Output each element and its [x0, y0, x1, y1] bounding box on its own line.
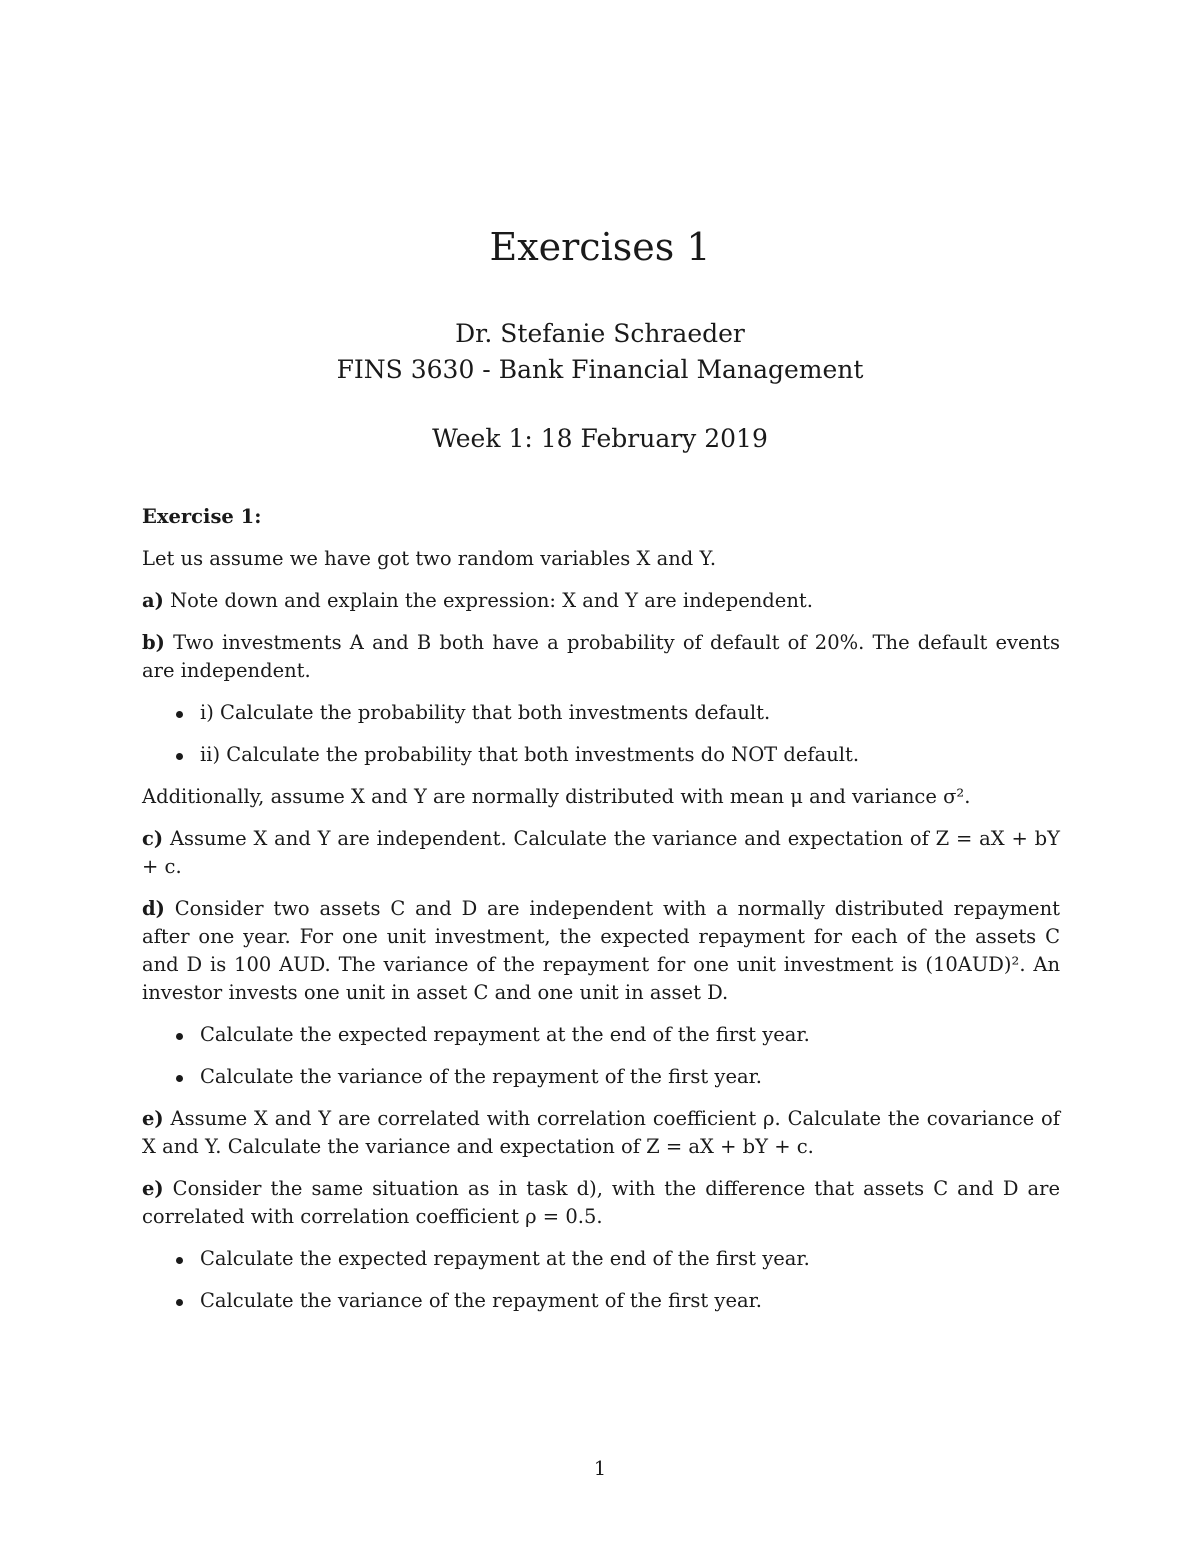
part-e-label: e)	[142, 1107, 164, 1130]
list-item-text: i) Calculate the probability that both investments default.	[200, 701, 771, 724]
part-e-correlated-assets	[142, 1175, 1060, 1231]
list-item	[176, 1287, 1060, 1315]
exercise-body	[142, 503, 1060, 1329]
part-d-label: d)	[142, 897, 165, 920]
exercise-heading: Exercise 1:	[142, 505, 262, 528]
document-date: Week 1: 18 February 2019	[432, 424, 768, 453]
document-title: Exercises 1	[489, 225, 711, 269]
list-item-text: Calculate the expected repayment at the end of the first year.	[200, 1247, 810, 1270]
part-d	[142, 895, 1060, 1007]
part-d-text: Consider two assets C and D are independent with a normally distributed repayment after one year. For one unit investment, the expected repayment for each of the assets C and D is 100 AUD. The variance of the repayment for one unit investment is (10AUD)². An investor invests one unit in asset C and one unit in asset D.	[142, 897, 1060, 1004]
part-c	[142, 825, 1060, 881]
list-item	[176, 741, 1060, 769]
list-item	[176, 1021, 1060, 1049]
part-e-bullets	[142, 1245, 1060, 1315]
list-item-text: Calculate the variance of the repayment of the first year.	[200, 1065, 762, 1088]
bullet-icon	[176, 711, 183, 718]
part-b-bullets	[142, 699, 1060, 769]
part-c-text: Assume X and Y are independent. Calculate the variance and expectation of Z = aX + bY + c.	[142, 827, 1060, 878]
author-name: Dr. Stefanie Schraeder	[455, 319, 745, 348]
part-c-label: c)	[142, 827, 164, 850]
list-item-text: Calculate the variance of the repayment of the first year.	[200, 1289, 762, 1312]
course-name: FINS 3630 - Bank Financial Management	[336, 355, 864, 384]
part-e-text: Assume X and Y are correlated with correlation coefficient ρ. Calculate the covariance of X and Y. Calculate the variance and expectation of Z = aX + bY + c.	[142, 1107, 1061, 1158]
part-b-text: Two investments A and B both have a probability of default of 20%. The default events are independent.	[142, 631, 1060, 682]
part-d-bullets	[142, 1021, 1060, 1091]
list-item-text: ii) Calculate the probability that both investments do NOT default.	[200, 743, 860, 766]
part-b	[142, 629, 1060, 685]
part-e-label: e)	[142, 1177, 164, 1200]
list-item	[176, 1063, 1060, 1091]
part-b-label: b)	[142, 631, 165, 654]
page-number: 1	[593, 1457, 607, 1480]
bullet-icon	[176, 1257, 183, 1264]
part-e-covariance	[142, 1105, 1060, 1161]
list-item	[176, 699, 1060, 727]
part-a	[142, 587, 1060, 615]
part-a-label: a)	[142, 589, 164, 612]
bullet-icon	[176, 1299, 183, 1306]
list-item-text: Calculate the expected repayment at the end of the first year.	[200, 1023, 810, 1046]
part-e-text: Consider the same situation as in task d), with the difference that assets C and D are correlated with correlation coefficient ρ = 0.5.	[142, 1177, 1060, 1228]
bullet-icon	[176, 753, 183, 760]
part-a-text: Note down and explain the expression: X and Y are independent.	[170, 589, 813, 612]
additional-assumption: Additionally, assume X and Y are normally distributed with mean μ and variance σ².	[142, 785, 971, 808]
bullet-icon	[176, 1075, 183, 1082]
bullet-icon	[176, 1033, 183, 1040]
list-item	[176, 1245, 1060, 1273]
exercise-intro: Let us assume we have got two random variables X and Y.	[142, 547, 717, 570]
